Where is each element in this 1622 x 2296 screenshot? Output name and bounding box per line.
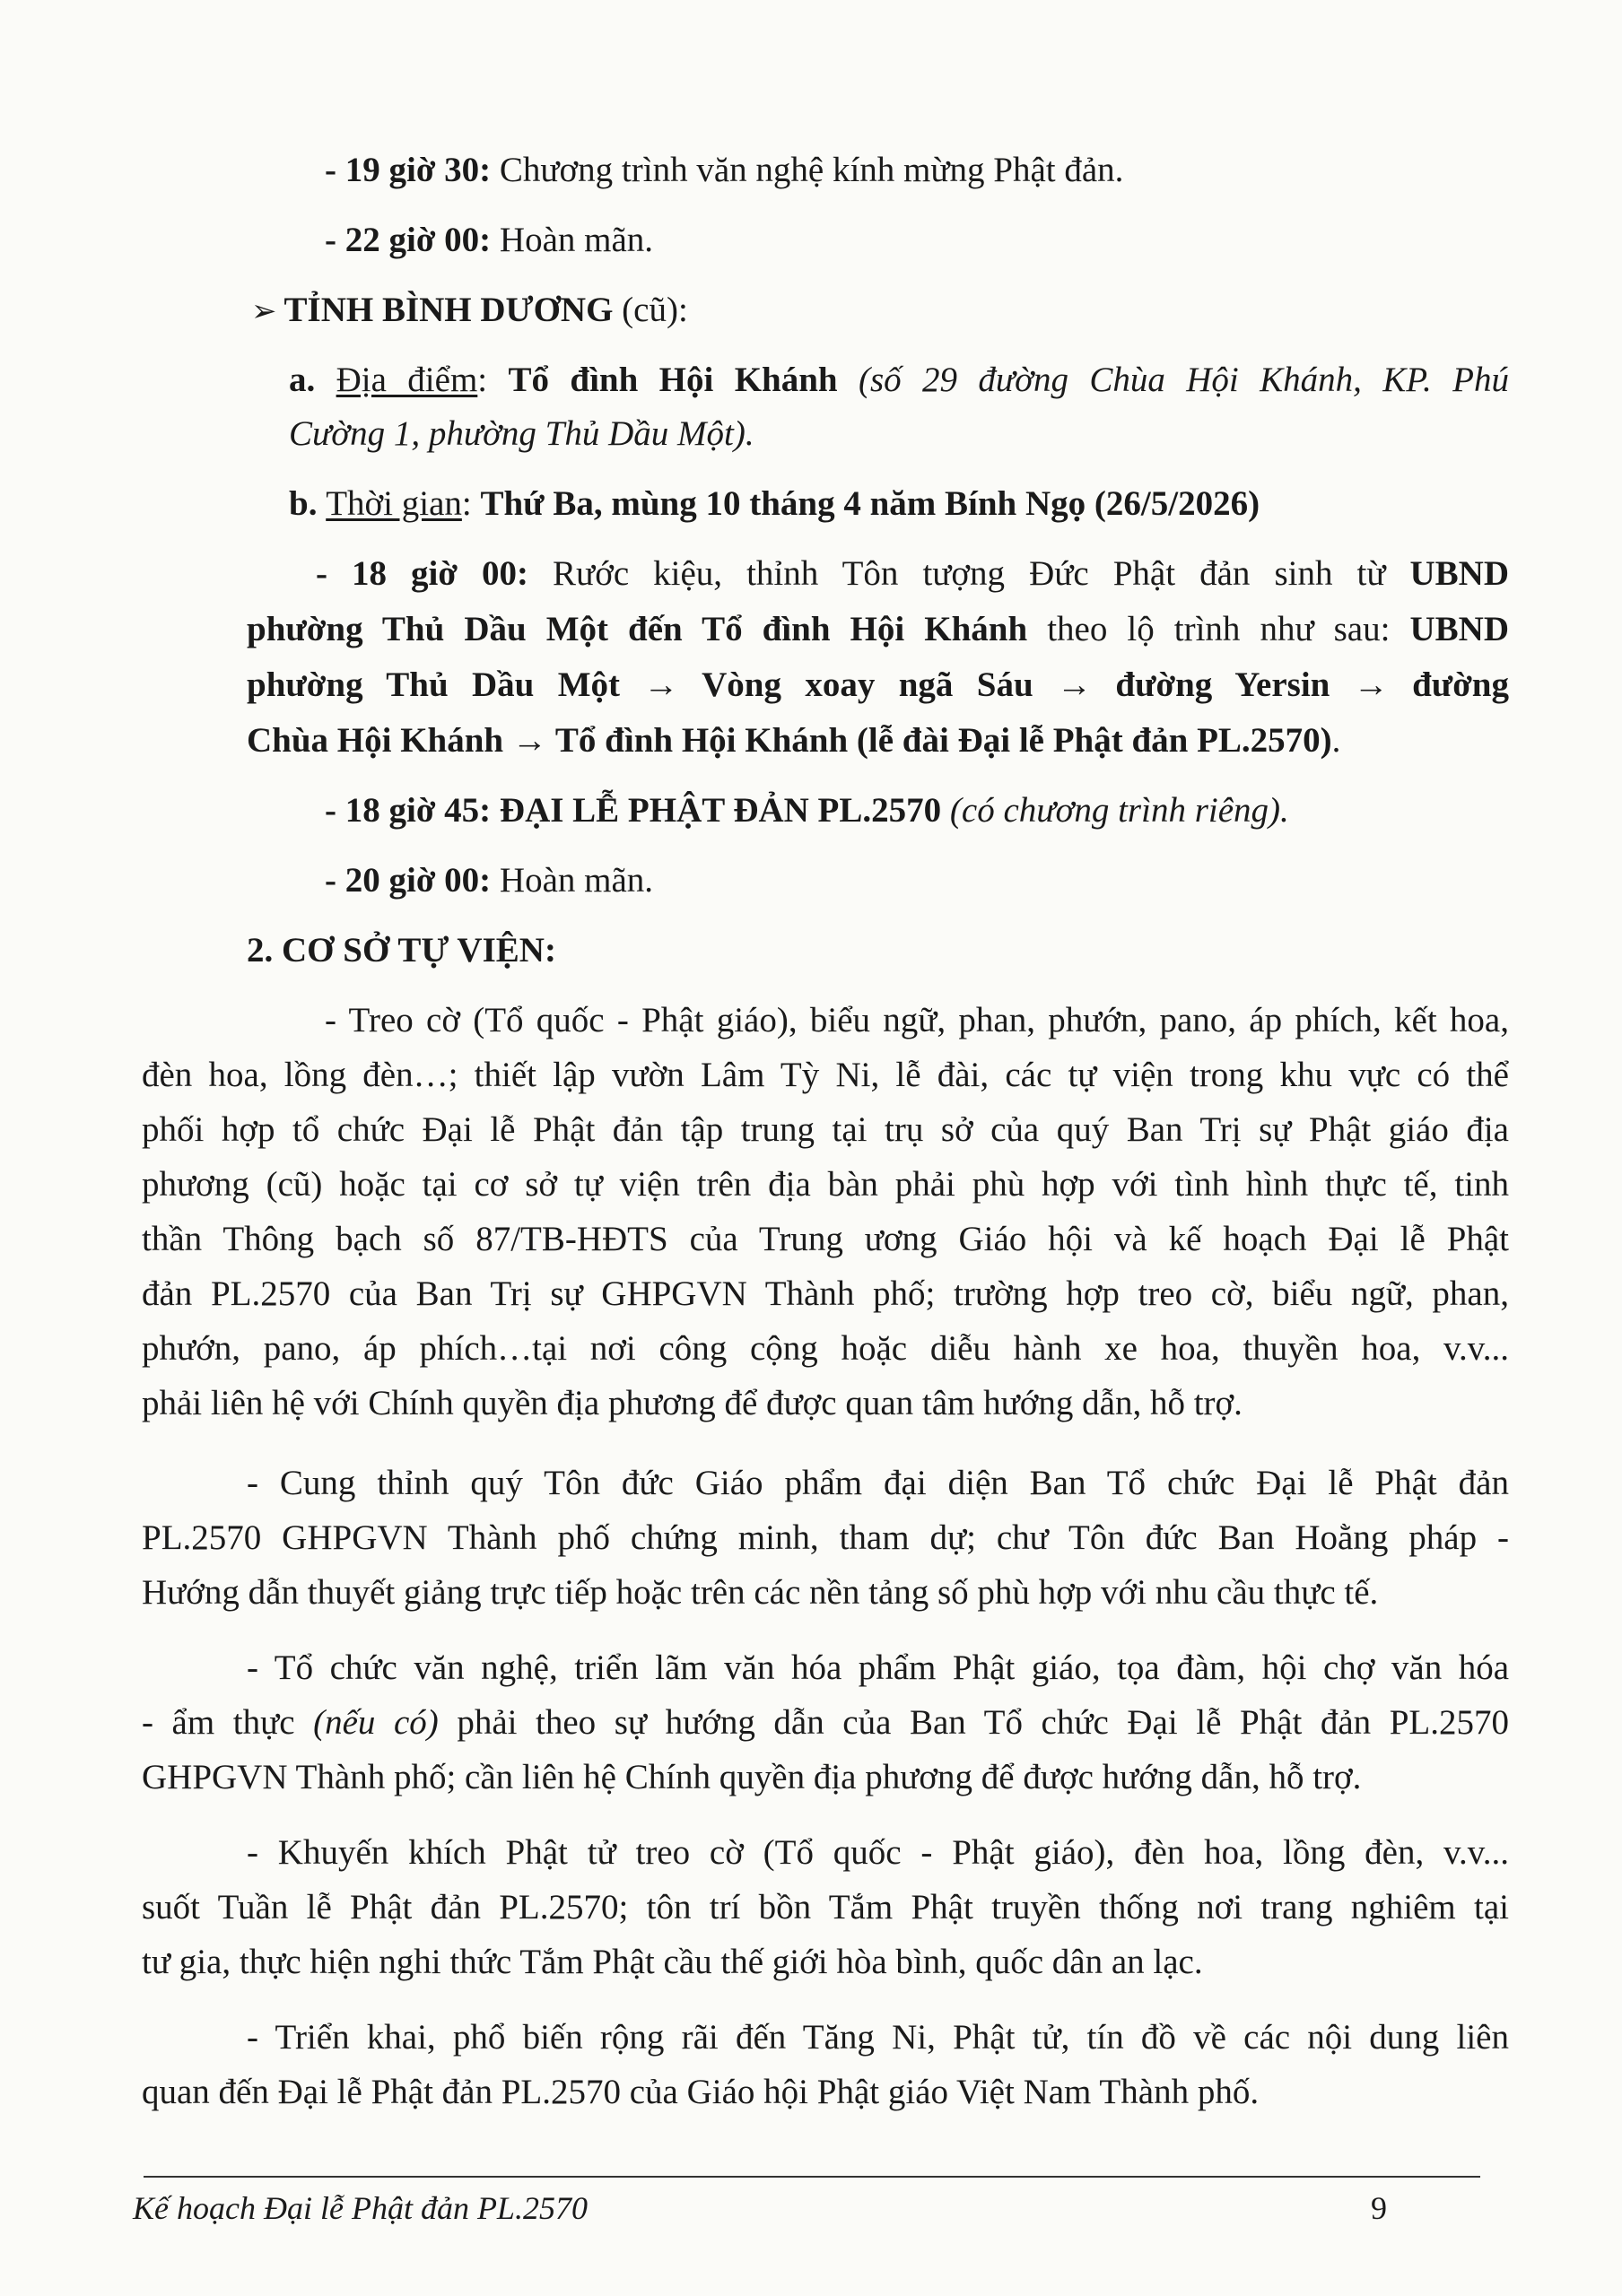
location-line: a. Địa điểm: Tổ đình Hội Khánh (số 29 đường Chùa Hội Khánh, KP. Phú: [289, 361, 1510, 399]
schedule-item: - 22 giờ 00: Hoàn mãn.: [325, 221, 654, 259]
ceremony-item: - 18 giờ 45: ĐẠI LỄ PHẬT ĐẢN PL.2570 (có chương trình riêng).: [325, 791, 1289, 830]
arrow-bullet-icon: ➢: [251, 293, 277, 329]
paragraph-line: phướn, pano, áp phích…tại nơi công cộng hoặc diễu hành xe hoa, thuyền hoa, v.v...: [142, 1329, 1509, 1368]
procession-route: phường Thủ Dầu Một → Vòng xoay ngã Sáu → đường Yersin → đường: [247, 665, 1509, 704]
paragraph-line: - Triển khai, phổ biến rộng rãi đến Tăng Ni, Phật tử, tín đồ về các nội dung liên: [247, 2018, 1509, 2057]
paragraph-line: - ẩm thực (nếu có) phải theo sự hướng dẫn của Ban Tổ chức Đại lễ Phật đản PL.2570: [142, 1703, 1509, 1742]
schedule-item: - 20 giờ 00: Hoàn mãn.: [325, 861, 654, 900]
paragraph-line: phối hợp tổ chức Đại lễ Phật đản tập trung tại trụ sở của quý Ban Trị sự Phật giáo địa: [142, 1110, 1509, 1149]
schedule-item: - 19 giờ 30: Chương trình văn nghệ kính mừng Phật đản.: [325, 151, 1124, 189]
paragraph-line: thần Thông bạch số 87/TB-HĐTS của Trung ương Giáo hội và kế hoạch Đại lễ Phật: [142, 1220, 1509, 1258]
paragraph-line: - Tổ chức văn nghệ, triển lãm văn hóa phẩm Phật giáo, tọa đàm, hội chợ văn hóa: [247, 1648, 1509, 1687]
paragraph-line: phương (cũ) hoặc tại cơ sở tự viện trên địa bàn phải phù hợp với tình hình thực tế, tinh: [142, 1165, 1509, 1204]
paragraph-line: đản PL.2570 của Ban Trị sự GHPGVN Thành phố; trường hợp treo cờ, biểu ngữ, phan,: [142, 1274, 1509, 1313]
paragraph-line: GHPGVN Thành phố; cần liên hệ Chính quyền địa phương để được hướng dẫn, hỗ trợ.: [142, 1758, 1362, 1796]
page-number: 9: [1371, 2190, 1387, 2226]
time-line: b. Thời gian: Thứ Ba, mùng 10 tháng 4 năm Bính Ngọ (26/5/2026): [289, 484, 1260, 523]
province-heading: ➢ TỈNH BÌNH DƯƠNG (cũ):: [251, 283, 688, 338]
section-heading: 2. CƠ SỞ TỰ VIỆN:: [247, 931, 556, 970]
footer-divider: [144, 2176, 1480, 2178]
paragraph-line: đèn hoa, lồng đèn…; thiết lập vườn Lâm Tỳ Ni, lễ đài, các tự viện trong khu vực có thể: [142, 1056, 1509, 1094]
paragraph-line: suốt Tuần lễ Phật đản PL.2570; tôn trí bồn Tắm Phật truyền thống nơi trang nghiêm tại: [142, 1888, 1509, 1926]
paragraph-line: Hướng dẫn thuyết giảng trực tiếp hoặc trên các nền tảng số phù hợp với nhu cầu thực tế.: [142, 1573, 1379, 1612]
paragraph-line: - Treo cờ (Tổ quốc - Phật giáo), biểu ngữ, phan, phướn, pano, áp phích, kết hoa,: [325, 1001, 1509, 1039]
procession-route-end: Chùa Hội Khánh → Tổ đình Hội Khánh (lễ đài Đại lễ Phật đản PL.2570).: [247, 721, 1341, 760]
location-line-2: Cường 1, phường Thủ Dầu Một).: [289, 414, 754, 453]
paragraph-line: quan đến Đại lễ Phật đản PL.2570 của Giáo hội Phật giáo Việt Nam Thành phố.: [142, 2073, 1260, 2111]
footer-title: Kế hoạch Đại lễ Phật đản PL.2570: [133, 2190, 588, 2226]
paragraph-line: - Khuyến khích Phật tử treo cờ (Tổ quốc - Phật giáo), đèn hoa, lồng đèn, v.v...: [247, 1833, 1509, 1872]
paragraph-line: - Cung thỉnh quý Tôn đức Giáo phẩm đại diện Ban Tổ chức Đại lễ Phật đản: [247, 1464, 1509, 1502]
procession-line-2: phường Thủ Dầu Một đến Tổ đình Hội Khánh theo lộ trình như sau: UBND: [247, 610, 1509, 648]
paragraph-line: PL.2570 GHPGVN Thành phố chứng minh, tham dự; chư Tôn đức Ban Hoằng pháp -: [142, 1518, 1509, 1557]
paragraph-line: tư gia, thực hiện nghi thức Tắm Phật cầu thế giới hòa bình, quốc dân an lạc.: [142, 1943, 1203, 1981]
procession-line-1: - 18 giờ 00: Rước kiệu, thỉnh Tôn tượng Đức Phật đản sinh từ UBND: [316, 554, 1510, 593]
paragraph-line: phải liên hệ với Chính quyền địa phương để được quan tâm hướng dẫn, hỗ trợ.: [142, 1384, 1243, 1422]
